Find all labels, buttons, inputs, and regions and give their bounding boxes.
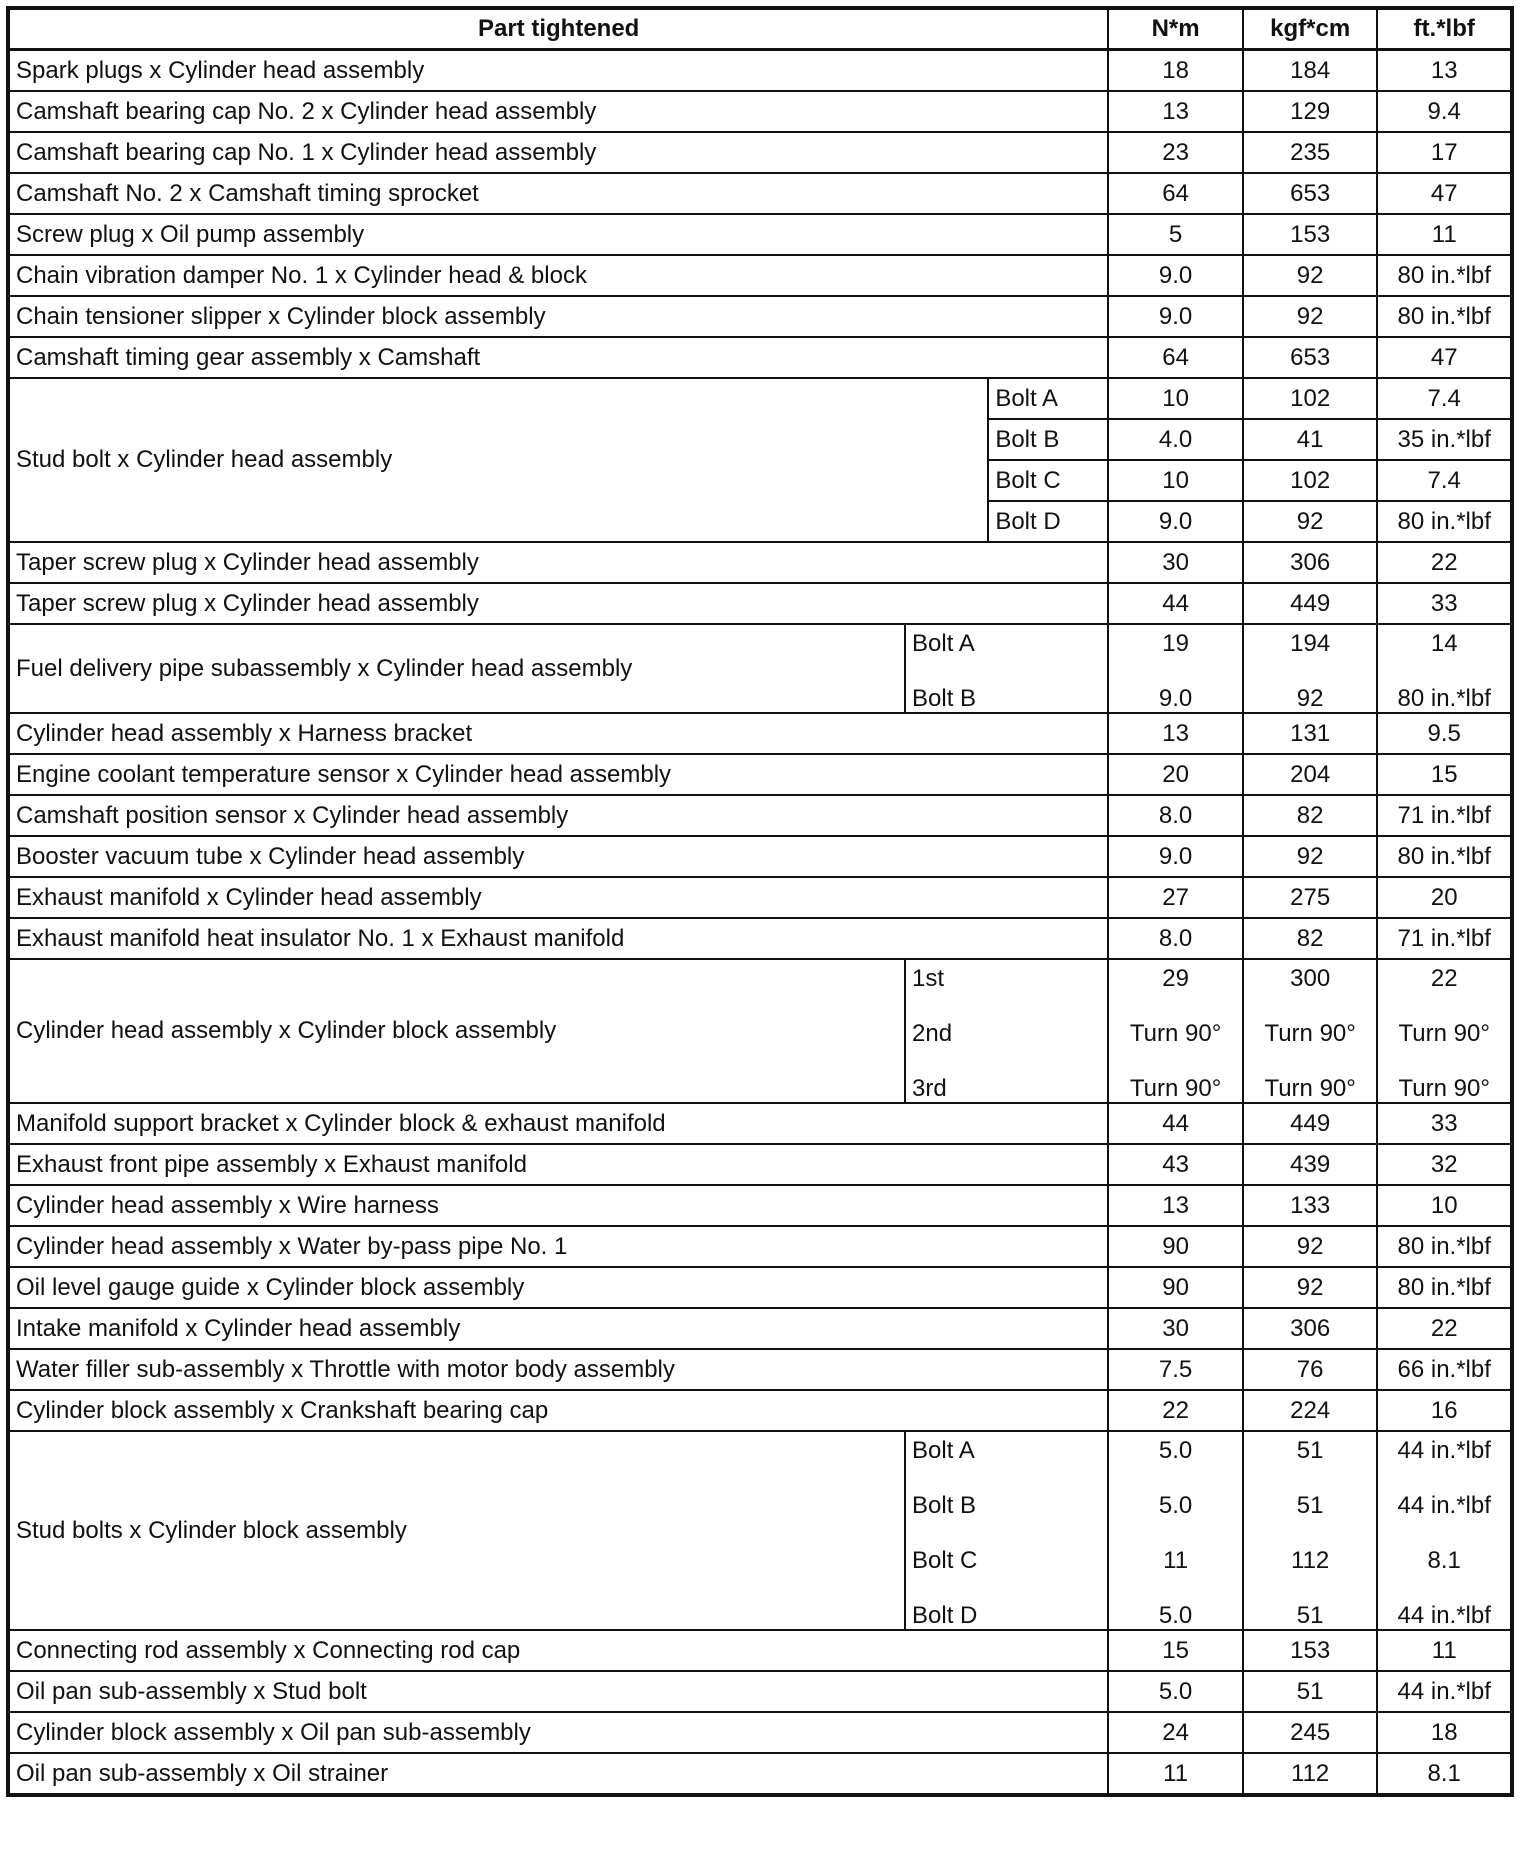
torque-ftlbf: 80 in.*lbf (1377, 296, 1512, 337)
torque-nm: 9.0 (1108, 296, 1243, 337)
torque-kgfcm: 92 (1243, 296, 1378, 337)
torque-ftlbf: 44 in.*lbf (1377, 1671, 1512, 1712)
torque-nm: 9.0 (1108, 501, 1243, 542)
torque-nm: 24 (1108, 1712, 1243, 1753)
table-row (8, 959, 1512, 1103)
torque-value: 5.0 (1158, 1437, 1193, 1464)
table-row (8, 91, 1512, 132)
torque-value: 29 (1162, 965, 1189, 992)
header-part-tightened: Part tightened (8, 8, 1108, 50)
table-row (8, 624, 1512, 713)
torque-kgfcm: 92 (1243, 1267, 1378, 1308)
part-name: Oil pan sub-assembly x Stud bolt (8, 1671, 1108, 1712)
torque-value: 51 (1296, 1602, 1324, 1629)
torque-ftlbf: 80 in.*lbf (1377, 255, 1512, 296)
torque-value: 11 (1163, 1547, 1189, 1574)
torque-kgfcm (1243, 624, 1378, 713)
torque-ftlbf: 7.4 (1377, 378, 1512, 419)
torque-kgfcm: 449 (1243, 583, 1378, 624)
torque-nm: 9.0 (1108, 836, 1243, 877)
part-name: Oil pan sub-assembly x Oil strainer (8, 1753, 1108, 1795)
torque-nm: 90 (1108, 1267, 1243, 1308)
torque-ftlbf: 7.4 (1377, 460, 1512, 501)
torque-ftlbf: 47 (1377, 337, 1512, 378)
table-row (8, 1267, 1512, 1308)
torque-ftlbf: 22 (1377, 542, 1512, 583)
torque-kgfcm: 112 (1243, 1753, 1378, 1795)
torque-ftlbf: 9.5 (1377, 713, 1512, 754)
torque-kgfcm: 102 (1243, 378, 1378, 419)
torque-nm: 15 (1108, 1630, 1243, 1671)
part-cell (8, 378, 1108, 542)
part-name: Cylinder head assembly x Cylinder block assembly (16, 1017, 557, 1044)
torque-ftlbf: 11 (1377, 214, 1512, 255)
torque-kgfcm: 153 (1243, 214, 1378, 255)
table-row (8, 1185, 1512, 1226)
table-row (8, 795, 1512, 836)
bolt-label: Bolt D (912, 1602, 978, 1629)
torque-value: 51 (1296, 1437, 1324, 1464)
torque-nm: 5.0 (1108, 1671, 1243, 1712)
table-row (8, 1308, 1512, 1349)
part-name: Screw plug x Oil pump assembly (8, 214, 1108, 255)
bolt-label: 3rd (912, 1075, 947, 1102)
part-name: Taper screw plug x Cylinder head assembly (8, 542, 1108, 583)
torque-kgfcm: 131 (1243, 713, 1378, 754)
torque-kgfcm: 153 (1243, 1630, 1378, 1671)
table-row (8, 918, 1512, 959)
table-row (8, 877, 1512, 918)
torque-nm: 7.5 (1108, 1349, 1243, 1390)
torque-value: Turn 90° (1129, 1020, 1222, 1047)
torque-value: Turn 90° (1398, 1020, 1490, 1047)
torque-value: 44 in.*lbf (1397, 1437, 1491, 1464)
part-name: Chain vibration damper No. 1 x Cylinder head & block (8, 255, 1108, 296)
table-row (8, 754, 1512, 795)
torque-nm: 13 (1108, 91, 1243, 132)
part-name: Oil level gauge guide x Cylinder block assembly (8, 1267, 1108, 1308)
torque-nm: 10 (1108, 378, 1243, 419)
torque-ftlbf: 11 (1377, 1630, 1512, 1671)
table-row (8, 255, 1512, 296)
torque-ftlbf (1377, 1431, 1512, 1630)
torque-nm: 90 (1108, 1226, 1243, 1267)
torque-ftlbf: 66 in.*lbf (1377, 1349, 1512, 1390)
torque-nm: 44 (1108, 583, 1243, 624)
torque-value: 112 (1291, 1547, 1330, 1574)
torque-ftlbf: 80 in.*lbf (1377, 501, 1512, 542)
torque-ftlbf: 80 in.*lbf (1377, 836, 1512, 877)
torque-kgfcm: 275 (1243, 877, 1378, 918)
bolt-label: Bolt D (989, 500, 1107, 541)
bolt-label: Bolt C (989, 459, 1107, 500)
torque-nm: 43 (1108, 1144, 1243, 1185)
torque-kgfcm: 306 (1243, 542, 1378, 583)
torque-kgfcm: 653 (1243, 173, 1378, 214)
torque-value: 9.0 (1158, 685, 1193, 712)
table-row (8, 1753, 1512, 1795)
torque-nm: 64 (1108, 337, 1243, 378)
torque-value: 92 (1296, 685, 1324, 712)
torque-ftlbf: 13 (1377, 50, 1512, 92)
part-name: Cylinder head assembly x Wire harness (8, 1185, 1108, 1226)
torque-kgfcm: 51 (1243, 1671, 1378, 1712)
table-row (8, 50, 1512, 92)
torque-nm: 4.0 (1108, 419, 1243, 460)
torque-ftlbf: 35 in.*lbf (1377, 419, 1512, 460)
table-row (8, 542, 1512, 583)
bolt-label: Bolt B (912, 1492, 977, 1519)
torque-ftlbf: 9.4 (1377, 91, 1512, 132)
torque-value: 5.0 (1158, 1602, 1193, 1629)
torque-kgfcm: 235 (1243, 132, 1378, 173)
torque-ftlbf: 33 (1377, 1103, 1512, 1144)
torque-kgfcm: 449 (1243, 1103, 1378, 1144)
torque-value: 300 (1290, 965, 1331, 992)
part-cell (8, 959, 1108, 1103)
bolt-label: Bolt B (912, 685, 977, 712)
torque-kgfcm: 129 (1243, 91, 1378, 132)
torque-value: 194 (1290, 630, 1331, 657)
torque-value: 22 (1430, 965, 1458, 992)
torque-kgfcm: 76 (1243, 1349, 1378, 1390)
table-row (8, 296, 1512, 337)
bolt-label: Bolt C (912, 1547, 978, 1574)
torque-ftlbf: 10 (1377, 1185, 1512, 1226)
part-cell (8, 624, 1108, 713)
torque-ftlbf (1377, 959, 1512, 1103)
part-name: Cylinder block assembly x Oil pan sub-assembly (8, 1712, 1108, 1753)
part-name: Manifold support bracket x Cylinder block & exhaust manifold (8, 1103, 1108, 1144)
torque-nm: 11 (1108, 1753, 1243, 1795)
torque-ftlbf: 18 (1377, 1712, 1512, 1753)
part-name: Cylinder block assembly x Crankshaft bearing cap (8, 1390, 1108, 1431)
torque-nm: 30 (1108, 542, 1243, 583)
torque-nm: 8.0 (1108, 795, 1243, 836)
torque-nm: 22 (1108, 1390, 1243, 1431)
part-name: Connecting rod assembly x Connecting rod cap (8, 1630, 1108, 1671)
torque-ftlbf: 22 (1377, 1308, 1512, 1349)
torque-nm: 18 (1108, 50, 1243, 92)
torque-kgfcm: 92 (1243, 501, 1378, 542)
torque-value: 44 in.*lbf (1397, 1602, 1491, 1629)
torque-kgfcm: 306 (1243, 1308, 1378, 1349)
torque-kgfcm: 102 (1243, 460, 1378, 501)
torque-ftlbf: 32 (1377, 1144, 1512, 1185)
torque-value: 14 (1430, 630, 1458, 657)
table-body (8, 50, 1512, 1796)
torque-kgfcm: 133 (1243, 1185, 1378, 1226)
bolt-label: 1st (912, 965, 945, 992)
bolt-label-group (987, 379, 1107, 541)
part-name: Camshaft bearing cap No. 1 x Cylinder head assembly (8, 132, 1108, 173)
torque-nm: 64 (1108, 173, 1243, 214)
torque-nm: 13 (1108, 713, 1243, 754)
torque-ftlbf: 71 in.*lbf (1377, 795, 1512, 836)
bolt-label: Bolt A (995, 384, 1059, 412)
torque-value: Turn 90° (1264, 1075, 1356, 1102)
torque-nm: 44 (1108, 1103, 1243, 1144)
torque-ftlbf: 20 (1377, 877, 1512, 918)
torque-value: 44 in.*lbf (1397, 1492, 1491, 1519)
torque-value: 5.0 (1158, 1492, 1193, 1519)
torque-ftlbf: 16 (1377, 1390, 1512, 1431)
torque-nm: 10 (1108, 460, 1243, 501)
torque-nm: 30 (1108, 1308, 1243, 1349)
part-name: Exhaust front pipe assembly x Exhaust manifold (8, 1144, 1108, 1185)
torque-value: 8.1 (1427, 1547, 1461, 1574)
torque-ftlbf: 8.1 (1377, 1753, 1512, 1795)
part-name: Taper screw plug x Cylinder head assembly (8, 583, 1108, 624)
table-row (8, 1103, 1512, 1144)
part-name: Chain tensioner slipper x Cylinder block assembly (8, 296, 1108, 337)
torque-nm: 5 (1108, 214, 1243, 255)
torque-nm: 13 (1108, 1185, 1243, 1226)
torque-kgfcm: 439 (1243, 1144, 1378, 1185)
torque-kgfcm: 92 (1243, 836, 1378, 877)
part-cell (8, 1431, 1108, 1630)
bolt-label-group (904, 1432, 1024, 1629)
torque-ftlbf: 80 in.*lbf (1377, 1267, 1512, 1308)
table-row (8, 1431, 1512, 1630)
table-row (8, 1712, 1512, 1753)
bolt-label-group (904, 960, 1024, 1102)
torque-nm: 8.0 (1108, 918, 1243, 959)
torque-nm: 9.0 (1108, 255, 1243, 296)
part-name: Exhaust manifold x Cylinder head assembly (8, 877, 1108, 918)
torque-value: 51 (1296, 1492, 1324, 1519)
header-nm: N*m (1108, 8, 1243, 50)
header-kgfcm: kgf*cm (1243, 8, 1378, 50)
torque-kgfcm: 82 (1243, 918, 1378, 959)
bolt-label: 2nd (912, 1020, 953, 1047)
torque-nm (1108, 959, 1243, 1103)
torque-ftlbf: 71 in.*lbf (1377, 918, 1512, 959)
table-row (8, 1144, 1512, 1185)
table-row (8, 836, 1512, 877)
torque-ftlbf: 47 (1377, 173, 1512, 214)
part-name: Fuel delivery pipe subassembly x Cylinder head assembly (16, 654, 633, 682)
table-row (8, 1349, 1512, 1390)
table-row (8, 1671, 1512, 1712)
torque-nm (1108, 1431, 1243, 1630)
table-row (8, 378, 1512, 419)
torque-value: Turn 90° (1398, 1075, 1490, 1102)
part-name: Cylinder head assembly x Water by-pass pipe No. 1 (8, 1226, 1108, 1267)
torque-kgfcm: 82 (1243, 795, 1378, 836)
table-row (8, 583, 1512, 624)
torque-value: 80 in.*lbf (1397, 685, 1491, 712)
bolt-label: Bolt B (989, 418, 1107, 459)
part-name: Water filler sub-assembly x Throttle with motor body assembly (8, 1349, 1108, 1390)
torque-ftlbf (1377, 624, 1512, 713)
torque-kgfcm (1243, 959, 1378, 1103)
bolt-label: Bolt A (912, 1437, 975, 1464)
torque-kgfcm (1243, 1431, 1378, 1630)
torque-kgfcm: 204 (1243, 754, 1378, 795)
table-row (8, 173, 1512, 214)
table-row (8, 1226, 1512, 1267)
torque-kgfcm: 245 (1243, 1712, 1378, 1753)
part-name: Camshaft timing gear assembly x Camshaft (8, 337, 1108, 378)
part-name: Stud bolt x Cylinder head assembly (16, 446, 393, 473)
torque-kgfcm: 653 (1243, 337, 1378, 378)
part-name: Cylinder head assembly x Harness bracket (8, 713, 1108, 754)
torque-value: Turn 90° (1129, 1075, 1222, 1102)
part-name: Stud bolts x Cylinder block assembly (16, 1516, 407, 1544)
torque-ftlbf: 80 in.*lbf (1377, 1226, 1512, 1267)
torque-kgfcm: 184 (1243, 50, 1378, 92)
torque-value: Turn 90° (1264, 1020, 1356, 1047)
torque-nm: 23 (1108, 132, 1243, 173)
table-row (8, 1630, 1512, 1671)
part-name: Spark plugs x Cylinder head assembly (8, 50, 1108, 92)
torque-nm: 20 (1108, 754, 1243, 795)
table-row (8, 132, 1512, 173)
table-row (8, 337, 1512, 378)
part-name: Exhaust manifold heat insulator No. 1 x Exhaust manifold (8, 918, 1108, 959)
part-name: Intake manifold x Cylinder head assembly (8, 1308, 1108, 1349)
header-ftlbf: ft.*lbf (1377, 8, 1512, 50)
torque-specification-table (6, 6, 1514, 1797)
torque-nm: 27 (1108, 877, 1243, 918)
part-name: Engine coolant temperature sensor x Cylinder head assembly (8, 754, 1108, 795)
torque-value: 19 (1162, 630, 1189, 657)
torque-nm (1108, 624, 1243, 713)
torque-kgfcm: 41 (1243, 419, 1378, 460)
header-row (8, 8, 1512, 50)
part-name: Camshaft position sensor x Cylinder head assembly (8, 795, 1108, 836)
table-row (8, 1390, 1512, 1431)
part-name: Booster vacuum tube x Cylinder head assembly (8, 836, 1108, 877)
torque-kgfcm: 92 (1243, 1226, 1378, 1267)
table-row (8, 713, 1512, 754)
torque-kgfcm: 92 (1243, 255, 1378, 296)
torque-ftlbf: 17 (1377, 132, 1512, 173)
torque-ftlbf: 33 (1377, 583, 1512, 624)
part-name: Camshaft bearing cap No. 2 x Cylinder head assembly (8, 91, 1108, 132)
torque-ftlbf: 15 (1377, 754, 1512, 795)
table-row (8, 214, 1512, 255)
bolt-label: Bolt A (912, 630, 975, 657)
bolt-label-group (904, 625, 1024, 712)
part-name: Camshaft No. 2 x Camshaft timing sprocket (8, 173, 1108, 214)
torque-kgfcm: 224 (1243, 1390, 1378, 1431)
